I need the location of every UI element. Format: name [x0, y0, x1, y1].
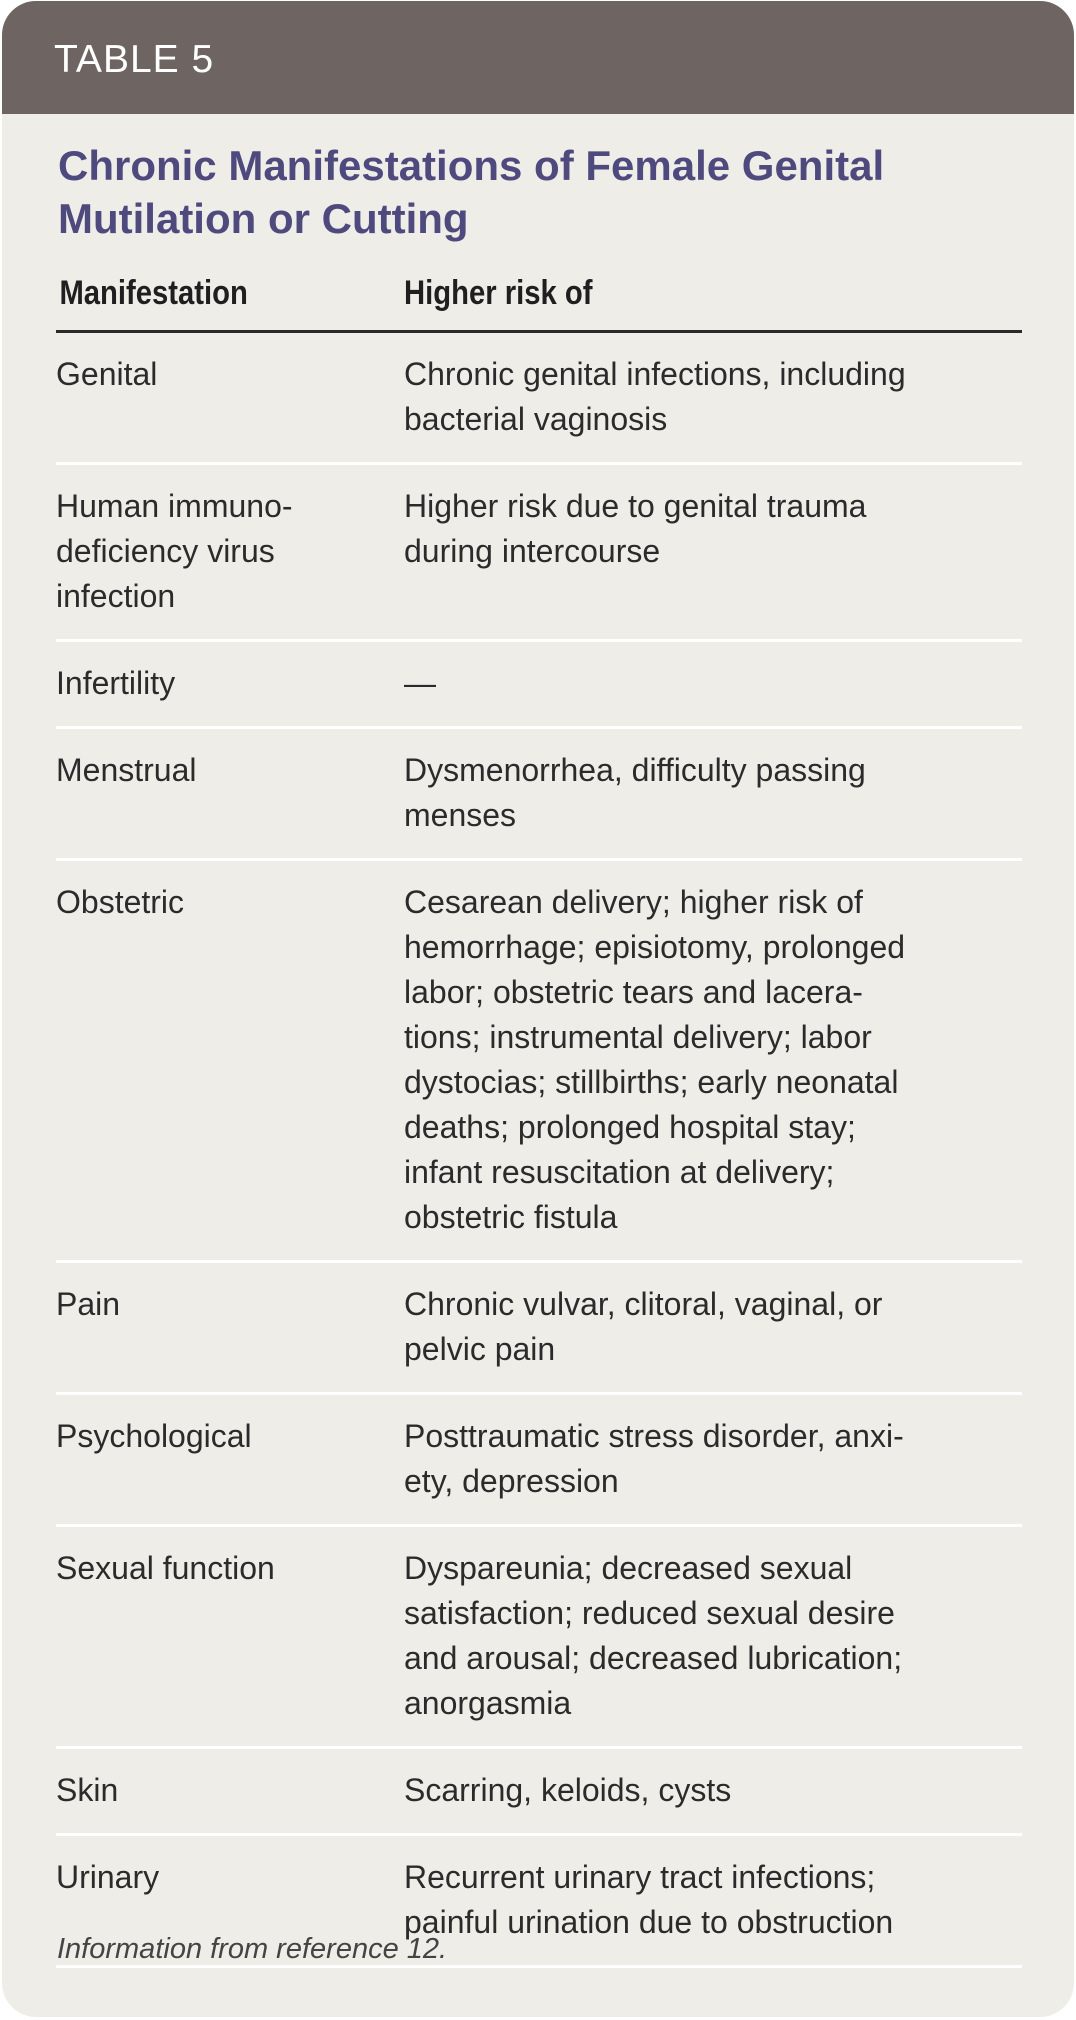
- risk-cell: Scarring, keloids, cysts: [404, 1772, 732, 1808]
- manifestation-cell: Infertility: [56, 665, 176, 701]
- table-row: [56, 861, 1022, 1263]
- risk-cell: Posttraumatic stress disorder, anxi- ety, depression: [404, 1418, 904, 1499]
- manifestations-table: [56, 263, 1022, 1968]
- manifestation-cell: Human immuno- deficiency virus infection: [56, 488, 293, 614]
- manifestation-cell: Genital: [56, 356, 158, 392]
- manifestation-cell: Obstetric: [56, 884, 185, 920]
- table-row: [56, 333, 1022, 465]
- table-row: [56, 1395, 1022, 1527]
- table-row: [56, 729, 1022, 861]
- risk-cell: Dysmenorrhea, difficulty passing menses: [404, 752, 866, 833]
- risk-cell: —: [404, 665, 436, 701]
- manifestation-cell: Pain: [56, 1286, 121, 1322]
- risk-cell: Chronic genital infections, including bacterial vaginosis: [404, 356, 906, 437]
- table-title: Chronic Manifestations of Female Genital Mutilation or Cutting: [58, 142, 885, 242]
- risk-cell: Higher risk due to genital trauma during intercourse: [404, 488, 867, 569]
- table-card: [2, 1, 1074, 2017]
- risk-cell: Chronic vulvar, clitoral, vaginal, or pelvic pain: [404, 1286, 883, 1367]
- table-row: [56, 642, 1022, 729]
- manifestation-cell: Sexual function: [56, 1550, 275, 1586]
- column-header-manifestation: Manifestation: [59, 274, 248, 312]
- risk-cell: Cesarean delivery; higher risk of hemorrhage; episiotomy, prolonged labor; obstetric tears and lacera- tions; instrumental delivery; labor dystocias; stillbirths; early neonatal deaths; prolonged hospital stay; infant resuscitation at delivery; obstetric fistula: [404, 884, 906, 1235]
- table-row: [56, 1749, 1022, 1836]
- table-row: [56, 465, 1022, 642]
- column-header-higher-risk: Higher risk of: [404, 274, 593, 312]
- table-footnote: Information from reference 12.: [57, 1933, 448, 1965]
- risk-cell: Recurrent urinary tract infections; painful urination due to obstruction: [404, 1859, 894, 1940]
- manifestation-cell: Urinary: [56, 1859, 160, 1895]
- manifestation-cell: Skin: [56, 1772, 119, 1808]
- manifestation-cell: Menstrual: [56, 752, 197, 788]
- table-number-label: TABLE 5: [54, 37, 215, 81]
- manifestation-cell: Psychological: [56, 1418, 252, 1454]
- table-row: [56, 1527, 1022, 1749]
- table-row: [56, 1263, 1022, 1395]
- table-header-bar: [2, 1, 1074, 114]
- table-column-headers: [56, 263, 1022, 333]
- risk-cell: Dyspareunia; decreased sexual satisfaction; reduced sexual desire and arousal; decreased lubrication; anorgasmia: [404, 1550, 903, 1721]
